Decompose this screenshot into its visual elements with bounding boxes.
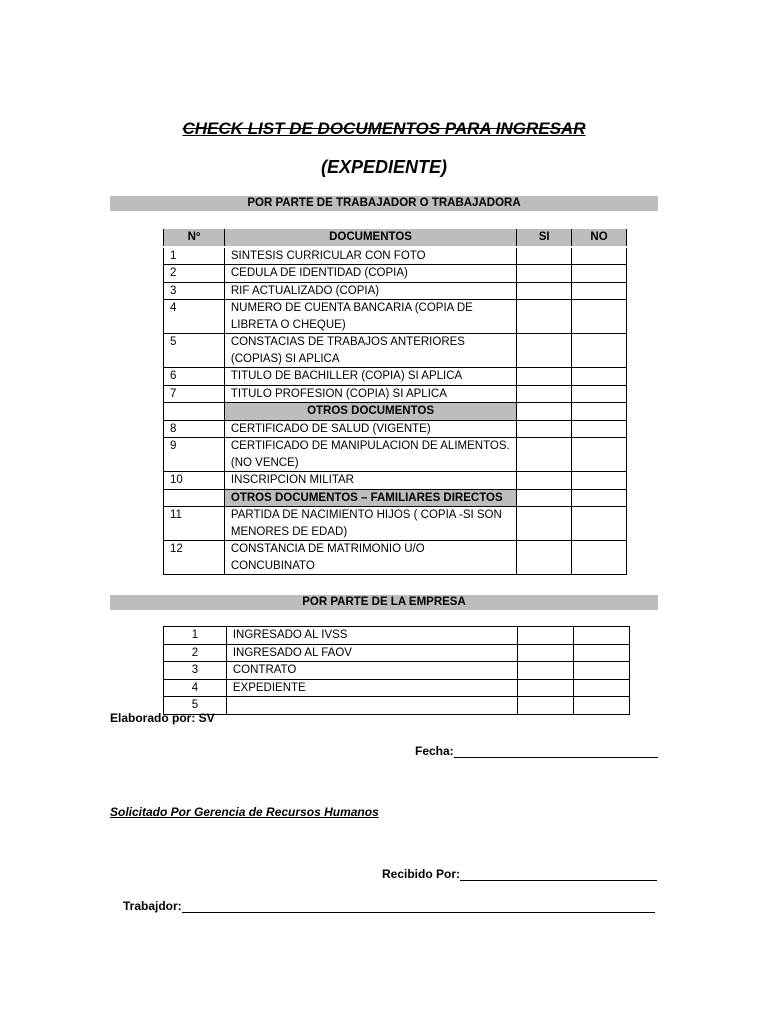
row-document: CERTIFICADO DE SALUD (VIGENTE) xyxy=(224,420,516,438)
table-row xyxy=(164,368,627,386)
checkbox-si[interactable] xyxy=(517,300,572,334)
document-subtitle: (EXPEDIENTE) xyxy=(320,157,448,177)
row-number: 12 xyxy=(164,541,225,575)
row-number: 8 xyxy=(164,420,225,438)
row-document: INGRESADO AL FAOV xyxy=(226,644,517,662)
trabajador-field xyxy=(123,899,655,913)
checkbox-si[interactable] xyxy=(518,644,574,662)
row-number: 5 xyxy=(164,334,225,368)
subheader-row xyxy=(164,403,627,421)
row-number: 3 xyxy=(164,662,227,680)
checkbox-no[interactable] xyxy=(572,282,627,300)
checkbox-no[interactable] xyxy=(572,541,627,575)
table-row xyxy=(164,334,627,368)
table-row xyxy=(164,282,627,300)
row-document: NUMERO DE CUENTA BANCARIA (COPIA DE LIBRETA O CHEQUE) xyxy=(224,300,516,334)
checkbox-no[interactable] xyxy=(574,697,630,715)
table-row xyxy=(164,438,627,472)
row-document: CERTIFICADO DE MANIPULACION DE ALIMENTOS.(NO VENCE) xyxy=(224,438,516,472)
table-row xyxy=(164,697,630,715)
checkbox-no[interactable] xyxy=(574,679,630,697)
row-document: TITULO PROFESION (COPIA) SI APLICA xyxy=(224,385,516,403)
worker-documents-table xyxy=(163,227,627,575)
checkbox-no[interactable] xyxy=(572,507,627,541)
subheader-familiares: OTROS DOCUMENTOS – FAMILIARES DIRECTOS xyxy=(224,489,516,507)
row-number: 3 xyxy=(164,282,225,300)
table-row xyxy=(164,662,630,680)
checkbox-si[interactable] xyxy=(517,541,572,575)
company-documents-table xyxy=(163,626,630,715)
checkbox-no[interactable] xyxy=(572,265,627,283)
section-band-worker: POR PARTE DE TRABAJADOR O TRABAJADORA xyxy=(110,196,658,211)
header-documents: DOCUMENTOS xyxy=(224,228,516,247)
table-row xyxy=(164,541,627,575)
solicitado-por: Solicitado Por Gerencia de Recursos Humanos xyxy=(110,805,379,819)
checkbox-no[interactable] xyxy=(572,300,627,334)
checkbox-si[interactable] xyxy=(517,265,572,283)
row-number: 10 xyxy=(164,472,225,490)
section-band-company: POR PARTE DE LA EMPRESA xyxy=(110,595,658,610)
trabajador-line xyxy=(182,899,655,913)
row-document: CONSTANCIA DE MATRIMONIO U/O CONCUBINATO xyxy=(224,541,516,575)
row-number: 7 xyxy=(164,385,225,403)
row-number: 4 xyxy=(164,679,227,697)
fecha-field xyxy=(415,744,658,758)
checkbox-no[interactable] xyxy=(572,385,627,403)
row-number: 1 xyxy=(164,247,225,265)
checkbox-no[interactable] xyxy=(572,438,627,472)
row-document: CONSTACIAS DE TRABAJOS ANTERIORES (COPIAS) SI APLICA xyxy=(224,334,516,368)
row-document: TITULO DE BACHILLER (COPIA) SI APLICA xyxy=(224,368,516,386)
header-si: SI xyxy=(517,228,572,247)
row-document: INGRESADO AL IVSS xyxy=(226,627,517,645)
table-row xyxy=(164,265,627,283)
fecha-line xyxy=(454,744,658,758)
header-number: Nº xyxy=(164,228,225,247)
table-row xyxy=(164,644,630,662)
table-row xyxy=(164,420,627,438)
row-number: 6 xyxy=(164,368,225,386)
checkbox-si[interactable] xyxy=(517,420,572,438)
row-document xyxy=(226,697,517,715)
table-row xyxy=(164,300,627,334)
row-number: 5 xyxy=(164,697,227,715)
checkbox-si[interactable] xyxy=(517,385,572,403)
row-number: 9 xyxy=(164,438,225,472)
trabajador-label: Trabajdor: xyxy=(123,899,182,913)
checkbox-si[interactable] xyxy=(518,662,574,680)
checkbox-si[interactable] xyxy=(517,507,572,541)
row-number: 11 xyxy=(164,507,225,541)
checkbox-no[interactable] xyxy=(572,472,627,490)
checkbox-no[interactable] xyxy=(572,368,627,386)
table-row xyxy=(164,627,630,645)
subheader-row xyxy=(164,489,627,507)
checkbox-no[interactable] xyxy=(574,627,630,645)
row-number: 2 xyxy=(164,644,227,662)
checkbox-no[interactable] xyxy=(574,644,630,662)
checkbox-si[interactable] xyxy=(517,368,572,386)
checkbox-no[interactable] xyxy=(574,662,630,680)
row-document: CONTRATO xyxy=(226,662,517,680)
header-no: NO xyxy=(572,228,627,247)
checkbox-no[interactable] xyxy=(572,247,627,265)
checkbox-si[interactable] xyxy=(517,438,572,472)
checkbox-no[interactable] xyxy=(572,420,627,438)
row-number: 1 xyxy=(164,627,227,645)
row-document: RIF ACTUALIZADO (COPIA) xyxy=(224,282,516,300)
row-document: CEDULA DE IDENTIDAD (COPIA) xyxy=(224,265,516,283)
checkbox-no[interactable] xyxy=(572,334,627,368)
table-row xyxy=(164,679,630,697)
document-title: CHECK LIST DE DOCUMENTOS PARA INGRESAR xyxy=(182,119,586,138)
checkbox-si[interactable] xyxy=(517,282,572,300)
checkbox-si[interactable] xyxy=(517,334,572,368)
row-number: 2 xyxy=(164,265,225,283)
checkbox-si[interactable] xyxy=(518,697,574,715)
table-row xyxy=(164,507,627,541)
checkbox-si[interactable] xyxy=(517,472,572,490)
row-document: PARTIDA DE NACIMIENTO HIJOS ( COPIA -SI SON MENORES DE EDAD) xyxy=(224,507,516,541)
elaborado-por: Elaborado por: SV xyxy=(110,711,215,725)
checkbox-si[interactable] xyxy=(518,679,574,697)
table-row xyxy=(164,247,627,265)
recibido-label: Recibido Por: xyxy=(382,867,461,881)
checkbox-si[interactable] xyxy=(518,627,574,645)
subheader-otros-documentos: OTROS DOCUMENTOS xyxy=(224,403,516,421)
row-number: 4 xyxy=(164,300,225,334)
checkbox-si[interactable] xyxy=(517,247,572,265)
table-row xyxy=(164,385,627,403)
table-row xyxy=(164,472,627,490)
table-header-row xyxy=(164,228,627,247)
recibido-field xyxy=(382,867,657,881)
row-document: INSCRIPCION MILITAR xyxy=(224,472,516,490)
recibido-line xyxy=(460,867,657,881)
row-document: SINTESIS CURRICULAR CON FOTO xyxy=(224,247,516,265)
fecha-label: Fecha: xyxy=(415,744,454,758)
row-document: EXPEDIENTE xyxy=(226,679,517,697)
